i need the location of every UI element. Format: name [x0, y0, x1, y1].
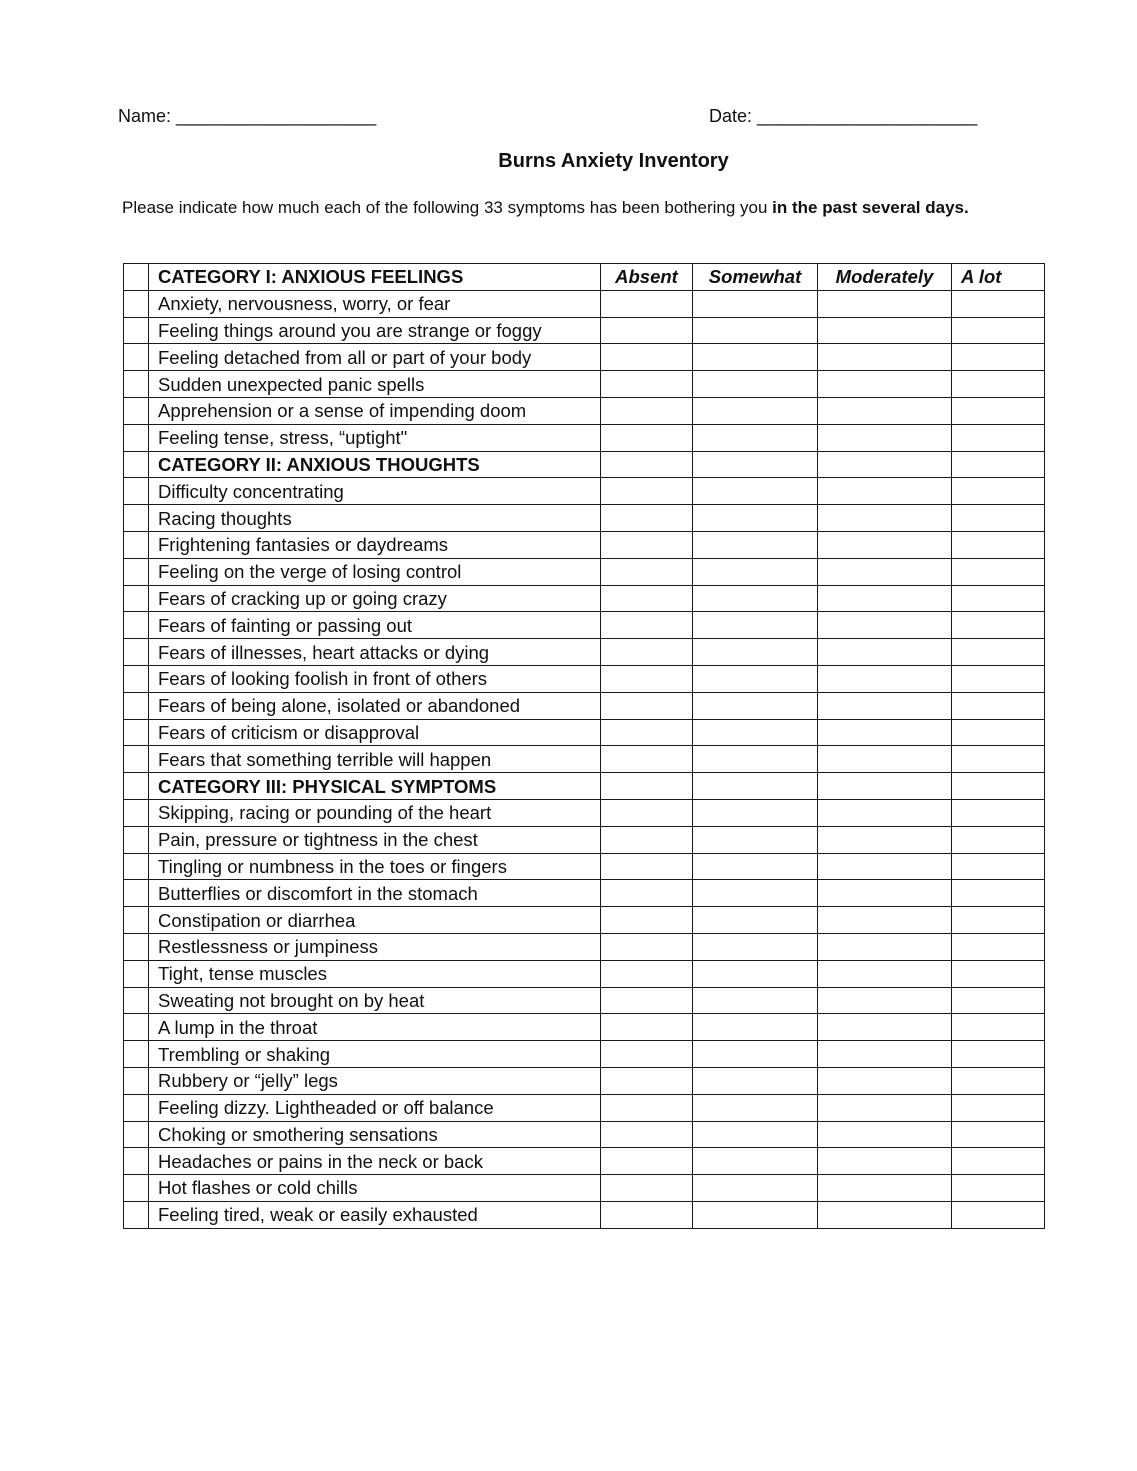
symptom-row	[124, 907, 1045, 934]
rating-cell[interactable]	[952, 907, 1045, 934]
rating-cell[interactable]	[693, 1094, 818, 1121]
rating-cell[interactable]	[693, 826, 818, 853]
rating-cell[interactable]	[818, 907, 952, 934]
inventory-table	[123, 263, 1045, 1229]
rating-cell[interactable]	[952, 1121, 1045, 1148]
rating-cell[interactable]	[818, 1041, 952, 1068]
checkbox-cell[interactable]	[124, 987, 149, 1014]
rating-cell[interactable]	[601, 1094, 693, 1121]
symptom-row	[124, 639, 1045, 666]
rating-cell[interactable]	[693, 612, 818, 639]
rating-cell[interactable]	[818, 558, 952, 585]
symptom-row	[124, 585, 1045, 612]
checkbox-cell[interactable]	[124, 665, 149, 692]
rating-cell[interactable]	[818, 531, 952, 558]
rating-cell[interactable]	[693, 1121, 818, 1148]
category-title: CATEGORY I: ANXIOUS FEELINGS	[149, 264, 601, 291]
rating-cell[interactable]	[818, 1175, 952, 1202]
rating-cell[interactable]	[601, 585, 693, 612]
symptom-label: Feeling detached from all or part of your body	[149, 344, 601, 371]
rating-cell[interactable]	[601, 290, 693, 317]
rating-cell[interactable]	[818, 773, 952, 800]
symptom-row	[124, 1175, 1045, 1202]
symptom-row	[124, 344, 1045, 371]
rating-cell[interactable]	[693, 344, 818, 371]
symptom-row	[124, 826, 1045, 853]
checkbox-cell[interactable]	[124, 826, 149, 853]
instructions	[122, 198, 969, 218]
inventory-body	[124, 264, 1045, 1229]
rating-cell[interactable]	[952, 612, 1045, 639]
rating-cell[interactable]	[952, 1094, 1045, 1121]
symptom-row	[124, 531, 1045, 558]
checkbox-cell[interactable]	[124, 478, 149, 505]
rating-cell[interactable]	[601, 1148, 693, 1175]
rating-cell[interactable]	[693, 719, 818, 746]
rating-cell[interactable]	[693, 531, 818, 558]
rating-cell[interactable]	[818, 290, 952, 317]
rating-cell[interactable]	[601, 746, 693, 773]
symptom-label: Constipation or diarrhea	[149, 907, 601, 934]
symptom-label: Difficulty concentrating	[149, 478, 601, 505]
rating-cell[interactable]	[952, 344, 1045, 371]
rating-cell[interactable]	[818, 1121, 952, 1148]
rating-cell[interactable]	[818, 585, 952, 612]
rating-cell[interactable]	[952, 987, 1045, 1014]
rating-cell[interactable]	[952, 424, 1045, 451]
rating-cell[interactable]	[952, 371, 1045, 398]
rating-cell[interactable]	[818, 317, 952, 344]
rating-cell[interactable]	[952, 1041, 1045, 1068]
rating-cell[interactable]	[693, 478, 818, 505]
checkbox-cell[interactable]	[124, 1175, 149, 1202]
checkbox-cell[interactable]	[124, 960, 149, 987]
symptom-label: A lump in the throat	[149, 1014, 601, 1041]
rating-cell[interactable]	[818, 639, 952, 666]
symptom-label: Anxiety, nervousness, worry, or fear	[149, 290, 601, 317]
rating-cell[interactable]	[601, 478, 693, 505]
rating-cell[interactable]	[952, 531, 1045, 558]
symptom-label: Choking or smothering sensations	[149, 1121, 601, 1148]
rating-cell[interactable]	[601, 424, 693, 451]
rating-cell[interactable]	[601, 773, 693, 800]
checkbox-cell[interactable]	[124, 612, 149, 639]
symptom-row	[124, 1148, 1045, 1175]
rating-cell[interactable]	[693, 960, 818, 987]
rating-cell[interactable]	[818, 746, 952, 773]
rating-cell[interactable]	[818, 719, 952, 746]
rating-cell[interactable]	[952, 719, 1045, 746]
rating-cell[interactable]	[693, 1148, 818, 1175]
symptom-label: Trembling or shaking	[149, 1041, 601, 1068]
symptom-label: Fears of criticism or disapproval	[149, 719, 601, 746]
symptom-row	[124, 746, 1045, 773]
rating-cell[interactable]	[601, 451, 693, 478]
checkbox-cell[interactable]	[124, 264, 149, 291]
rating-cell[interactable]	[818, 397, 952, 424]
rating-cell[interactable]	[601, 907, 693, 934]
rating-cell[interactable]	[693, 665, 818, 692]
symptom-label: Fears of being alone, isolated or abandoned	[149, 692, 601, 719]
rating-cell[interactable]	[818, 665, 952, 692]
date-field[interactable]: Date: ______________________	[709, 106, 978, 126]
symptom-label: Pain, pressure or tightness in the chest	[149, 826, 601, 853]
rating-cell[interactable]	[818, 424, 952, 451]
rating-cell[interactable]	[952, 692, 1045, 719]
rating-cell[interactable]	[601, 639, 693, 666]
rating-cell[interactable]	[601, 344, 693, 371]
symptom-label: Restlessness or jumpiness	[149, 933, 601, 960]
rating-cell[interactable]	[693, 505, 818, 532]
rating-cell[interactable]	[601, 987, 693, 1014]
symptom-row	[124, 424, 1045, 451]
rating-cell[interactable]	[952, 585, 1045, 612]
rating-cell[interactable]	[952, 451, 1045, 478]
rating-cell[interactable]	[952, 478, 1045, 505]
rating-cell[interactable]	[952, 639, 1045, 666]
checkbox-cell[interactable]	[124, 344, 149, 371]
instructions-text: Please indicate how much each of the following 33 symptoms has been bothering you	[122, 198, 773, 217]
rating-cell[interactable]	[601, 371, 693, 398]
category-title: CATEGORY II: ANXIOUS THOUGHTS	[149, 451, 601, 478]
rating-cell[interactable]	[818, 1148, 952, 1175]
symptom-row	[124, 317, 1045, 344]
category-title: CATEGORY III: PHYSICAL SYMPTOMS	[149, 773, 601, 800]
checkbox-cell[interactable]	[124, 1067, 149, 1094]
rating-cell[interactable]	[952, 290, 1045, 317]
symptom-label: Skipping, racing or pounding of the heart	[149, 799, 601, 826]
rating-cell[interactable]	[601, 960, 693, 987]
rating-cell[interactable]	[693, 692, 818, 719]
category-header-row	[124, 451, 1045, 478]
symptom-label: Feeling tired, weak or easily exhausted	[149, 1201, 601, 1228]
rating-cell[interactable]	[693, 1201, 818, 1228]
symptom-label: Tight, tense muscles	[149, 960, 601, 987]
rating-cell[interactable]	[601, 692, 693, 719]
rating-cell[interactable]	[693, 585, 818, 612]
name-field[interactable]: Name: ____________________	[118, 106, 377, 126]
symptom-row	[124, 397, 1045, 424]
rating-cell[interactable]	[818, 1201, 952, 1228]
checkbox-cell[interactable]	[124, 880, 149, 907]
symptom-row	[124, 478, 1045, 505]
rating-cell[interactable]	[693, 1041, 818, 1068]
symptom-label: Racing thoughts	[149, 505, 601, 532]
checkbox-cell[interactable]	[124, 907, 149, 934]
symptom-row	[124, 290, 1045, 317]
rating-cell[interactable]	[952, 880, 1045, 907]
rating-cell[interactable]	[818, 799, 952, 826]
symptom-label: Fears that something terrible will happen	[149, 746, 601, 773]
symptom-row	[124, 880, 1045, 907]
rating-cell[interactable]	[693, 853, 818, 880]
rating-cell[interactable]	[601, 558, 693, 585]
symptom-label: Frightening fantasies or daydreams	[149, 531, 601, 558]
rating-cell[interactable]	[601, 1014, 693, 1041]
checkbox-cell[interactable]	[124, 397, 149, 424]
rating-cell[interactable]	[952, 1175, 1045, 1202]
symptom-row	[124, 1067, 1045, 1094]
checkbox-cell[interactable]	[124, 317, 149, 344]
rating-cell[interactable]	[818, 344, 952, 371]
rating-cell[interactable]	[952, 1067, 1045, 1094]
rating-cell[interactable]	[601, 826, 693, 853]
symptom-row	[124, 1094, 1045, 1121]
rating-cell[interactable]	[818, 960, 952, 987]
rating-cell[interactable]	[693, 1014, 818, 1041]
rating-cell[interactable]	[818, 1067, 952, 1094]
symptom-label: Rubbery or “jelly” legs	[149, 1067, 601, 1094]
symptom-label: Fears of cracking up or going crazy	[149, 585, 601, 612]
rating-cell[interactable]	[693, 424, 818, 451]
symptom-label: Apprehension or a sense of impending doom	[149, 397, 601, 424]
symptom-label: Fears of fainting or passing out	[149, 612, 601, 639]
rating-cell[interactable]	[601, 933, 693, 960]
checkbox-cell[interactable]	[124, 505, 149, 532]
rating-cell[interactable]	[693, 1067, 818, 1094]
rating-cell[interactable]	[818, 1094, 952, 1121]
rating-cell[interactable]	[693, 773, 818, 800]
category-header-row	[124, 773, 1045, 800]
symptom-row	[124, 987, 1045, 1014]
symptom-row	[124, 799, 1045, 826]
symptom-row	[124, 1201, 1045, 1228]
instructions-emphasis: in the past several days.	[772, 198, 969, 217]
symptom-row	[124, 853, 1045, 880]
symptom-label: Tingling or numbness in the toes or fingers	[149, 853, 601, 880]
rating-cell[interactable]	[818, 478, 952, 505]
rating-cell[interactable]	[601, 665, 693, 692]
rating-cell[interactable]	[818, 987, 952, 1014]
checkbox-cell[interactable]	[124, 1014, 149, 1041]
rating-cell[interactable]	[952, 773, 1045, 800]
symptom-row	[124, 371, 1045, 398]
symptom-label: Feeling dizzy. Lightheaded or off balance	[149, 1094, 601, 1121]
symptom-row	[124, 933, 1045, 960]
rating-cell[interactable]	[693, 799, 818, 826]
checkbox-cell[interactable]	[124, 451, 149, 478]
symptom-row	[124, 1121, 1045, 1148]
rating-cell[interactable]	[818, 1014, 952, 1041]
rating-cell[interactable]	[693, 558, 818, 585]
symptom-row	[124, 612, 1045, 639]
rating-cell[interactable]	[818, 880, 952, 907]
symptom-row	[124, 665, 1045, 692]
rating-cell[interactable]	[693, 907, 818, 934]
symptom-row	[124, 692, 1045, 719]
rating-cell[interactable]	[601, 799, 693, 826]
rating-cell[interactable]	[601, 880, 693, 907]
checkbox-cell[interactable]	[124, 639, 149, 666]
symptom-row	[124, 960, 1045, 987]
column-header: Moderately	[818, 264, 952, 291]
checkbox-cell[interactable]	[124, 1041, 149, 1068]
symptom-label: Headaches or pains in the neck or back	[149, 1148, 601, 1175]
column-header: A lot	[952, 264, 1045, 291]
column-header: Somewhat	[693, 264, 818, 291]
symptom-row	[124, 505, 1045, 532]
rating-cell[interactable]	[693, 1175, 818, 1202]
rating-cell[interactable]	[601, 1201, 693, 1228]
symptom-row	[124, 719, 1045, 746]
category-header-row	[124, 264, 1045, 291]
rating-cell[interactable]	[693, 880, 818, 907]
rating-cell[interactable]	[952, 558, 1045, 585]
rating-cell[interactable]	[601, 612, 693, 639]
rating-cell[interactable]	[952, 799, 1045, 826]
rating-cell[interactable]	[693, 933, 818, 960]
checkbox-cell[interactable]	[124, 799, 149, 826]
rating-cell[interactable]	[952, 826, 1045, 853]
checkbox-cell[interactable]	[124, 290, 149, 317]
rating-cell[interactable]	[818, 505, 952, 532]
checkbox-cell[interactable]	[124, 692, 149, 719]
rating-cell[interactable]	[952, 746, 1045, 773]
symptom-label: Sudden unexpected panic spells	[149, 371, 601, 398]
checkbox-cell[interactable]	[124, 424, 149, 451]
rating-cell[interactable]	[601, 397, 693, 424]
checkbox-cell[interactable]	[124, 558, 149, 585]
rating-cell[interactable]	[952, 853, 1045, 880]
rating-cell[interactable]	[693, 397, 818, 424]
rating-cell[interactable]	[693, 639, 818, 666]
checkbox-cell[interactable]	[124, 1148, 149, 1175]
rating-cell[interactable]	[818, 826, 952, 853]
page-title: Burns Anxiety Inventory	[498, 150, 729, 172]
rating-cell[interactable]	[693, 746, 818, 773]
rating-cell[interactable]	[601, 1041, 693, 1068]
rating-cell[interactable]	[693, 451, 818, 478]
symptom-label: Hot flashes or cold chills	[149, 1175, 601, 1202]
checkbox-cell[interactable]	[124, 531, 149, 558]
rating-cell[interactable]	[693, 290, 818, 317]
symptom-label: Fears of looking foolish in front of others	[149, 665, 601, 692]
checkbox-cell[interactable]	[124, 719, 149, 746]
rating-cell[interactable]	[601, 317, 693, 344]
checkbox-cell[interactable]	[124, 746, 149, 773]
rating-cell[interactable]	[693, 317, 818, 344]
symptom-label: Fears of illnesses, heart attacks or dying	[149, 639, 601, 666]
rating-cell[interactable]	[818, 692, 952, 719]
checkbox-cell[interactable]	[124, 1201, 149, 1228]
rating-cell[interactable]	[601, 1121, 693, 1148]
rating-cell[interactable]	[952, 1148, 1045, 1175]
symptom-row	[124, 1041, 1045, 1068]
checkbox-cell[interactable]	[124, 1121, 149, 1148]
checkbox-cell[interactable]	[124, 1094, 149, 1121]
rating-cell[interactable]	[693, 371, 818, 398]
rating-cell[interactable]	[601, 853, 693, 880]
rating-cell[interactable]	[601, 505, 693, 532]
column-header: Absent	[601, 264, 693, 291]
rating-cell[interactable]	[601, 1175, 693, 1202]
rating-cell[interactable]	[952, 317, 1045, 344]
symptom-label: Sweating not brought on by heat	[149, 987, 601, 1014]
symptom-label: Feeling things around you are strange or foggy	[149, 317, 601, 344]
checkbox-cell[interactable]	[124, 773, 149, 800]
checkbox-cell[interactable]	[124, 933, 149, 960]
rating-cell[interactable]	[952, 505, 1045, 532]
rating-cell[interactable]	[818, 933, 952, 960]
rating-cell[interactable]	[601, 531, 693, 558]
symptom-row	[124, 558, 1045, 585]
symptom-row	[124, 1014, 1045, 1041]
rating-cell[interactable]	[818, 371, 952, 398]
rating-cell[interactable]	[601, 1067, 693, 1094]
rating-cell[interactable]	[601, 719, 693, 746]
rating-cell[interactable]	[818, 853, 952, 880]
rating-cell[interactable]	[818, 451, 952, 478]
rating-cell[interactable]	[952, 960, 1045, 987]
symptom-label: Feeling tense, stress, “uptight"	[149, 424, 601, 451]
rating-cell[interactable]	[952, 397, 1045, 424]
checkbox-cell[interactable]	[124, 371, 149, 398]
rating-cell[interactable]	[952, 1014, 1045, 1041]
symptom-label: Butterflies or discomfort in the stomach	[149, 880, 601, 907]
rating-cell[interactable]	[952, 1201, 1045, 1228]
checkbox-cell[interactable]	[124, 853, 149, 880]
rating-cell[interactable]	[952, 665, 1045, 692]
rating-cell[interactable]	[693, 987, 818, 1014]
checkbox-cell[interactable]	[124, 585, 149, 612]
symptom-label: Feeling on the verge of losing control	[149, 558, 601, 585]
rating-cell[interactable]	[952, 933, 1045, 960]
rating-cell[interactable]	[818, 612, 952, 639]
